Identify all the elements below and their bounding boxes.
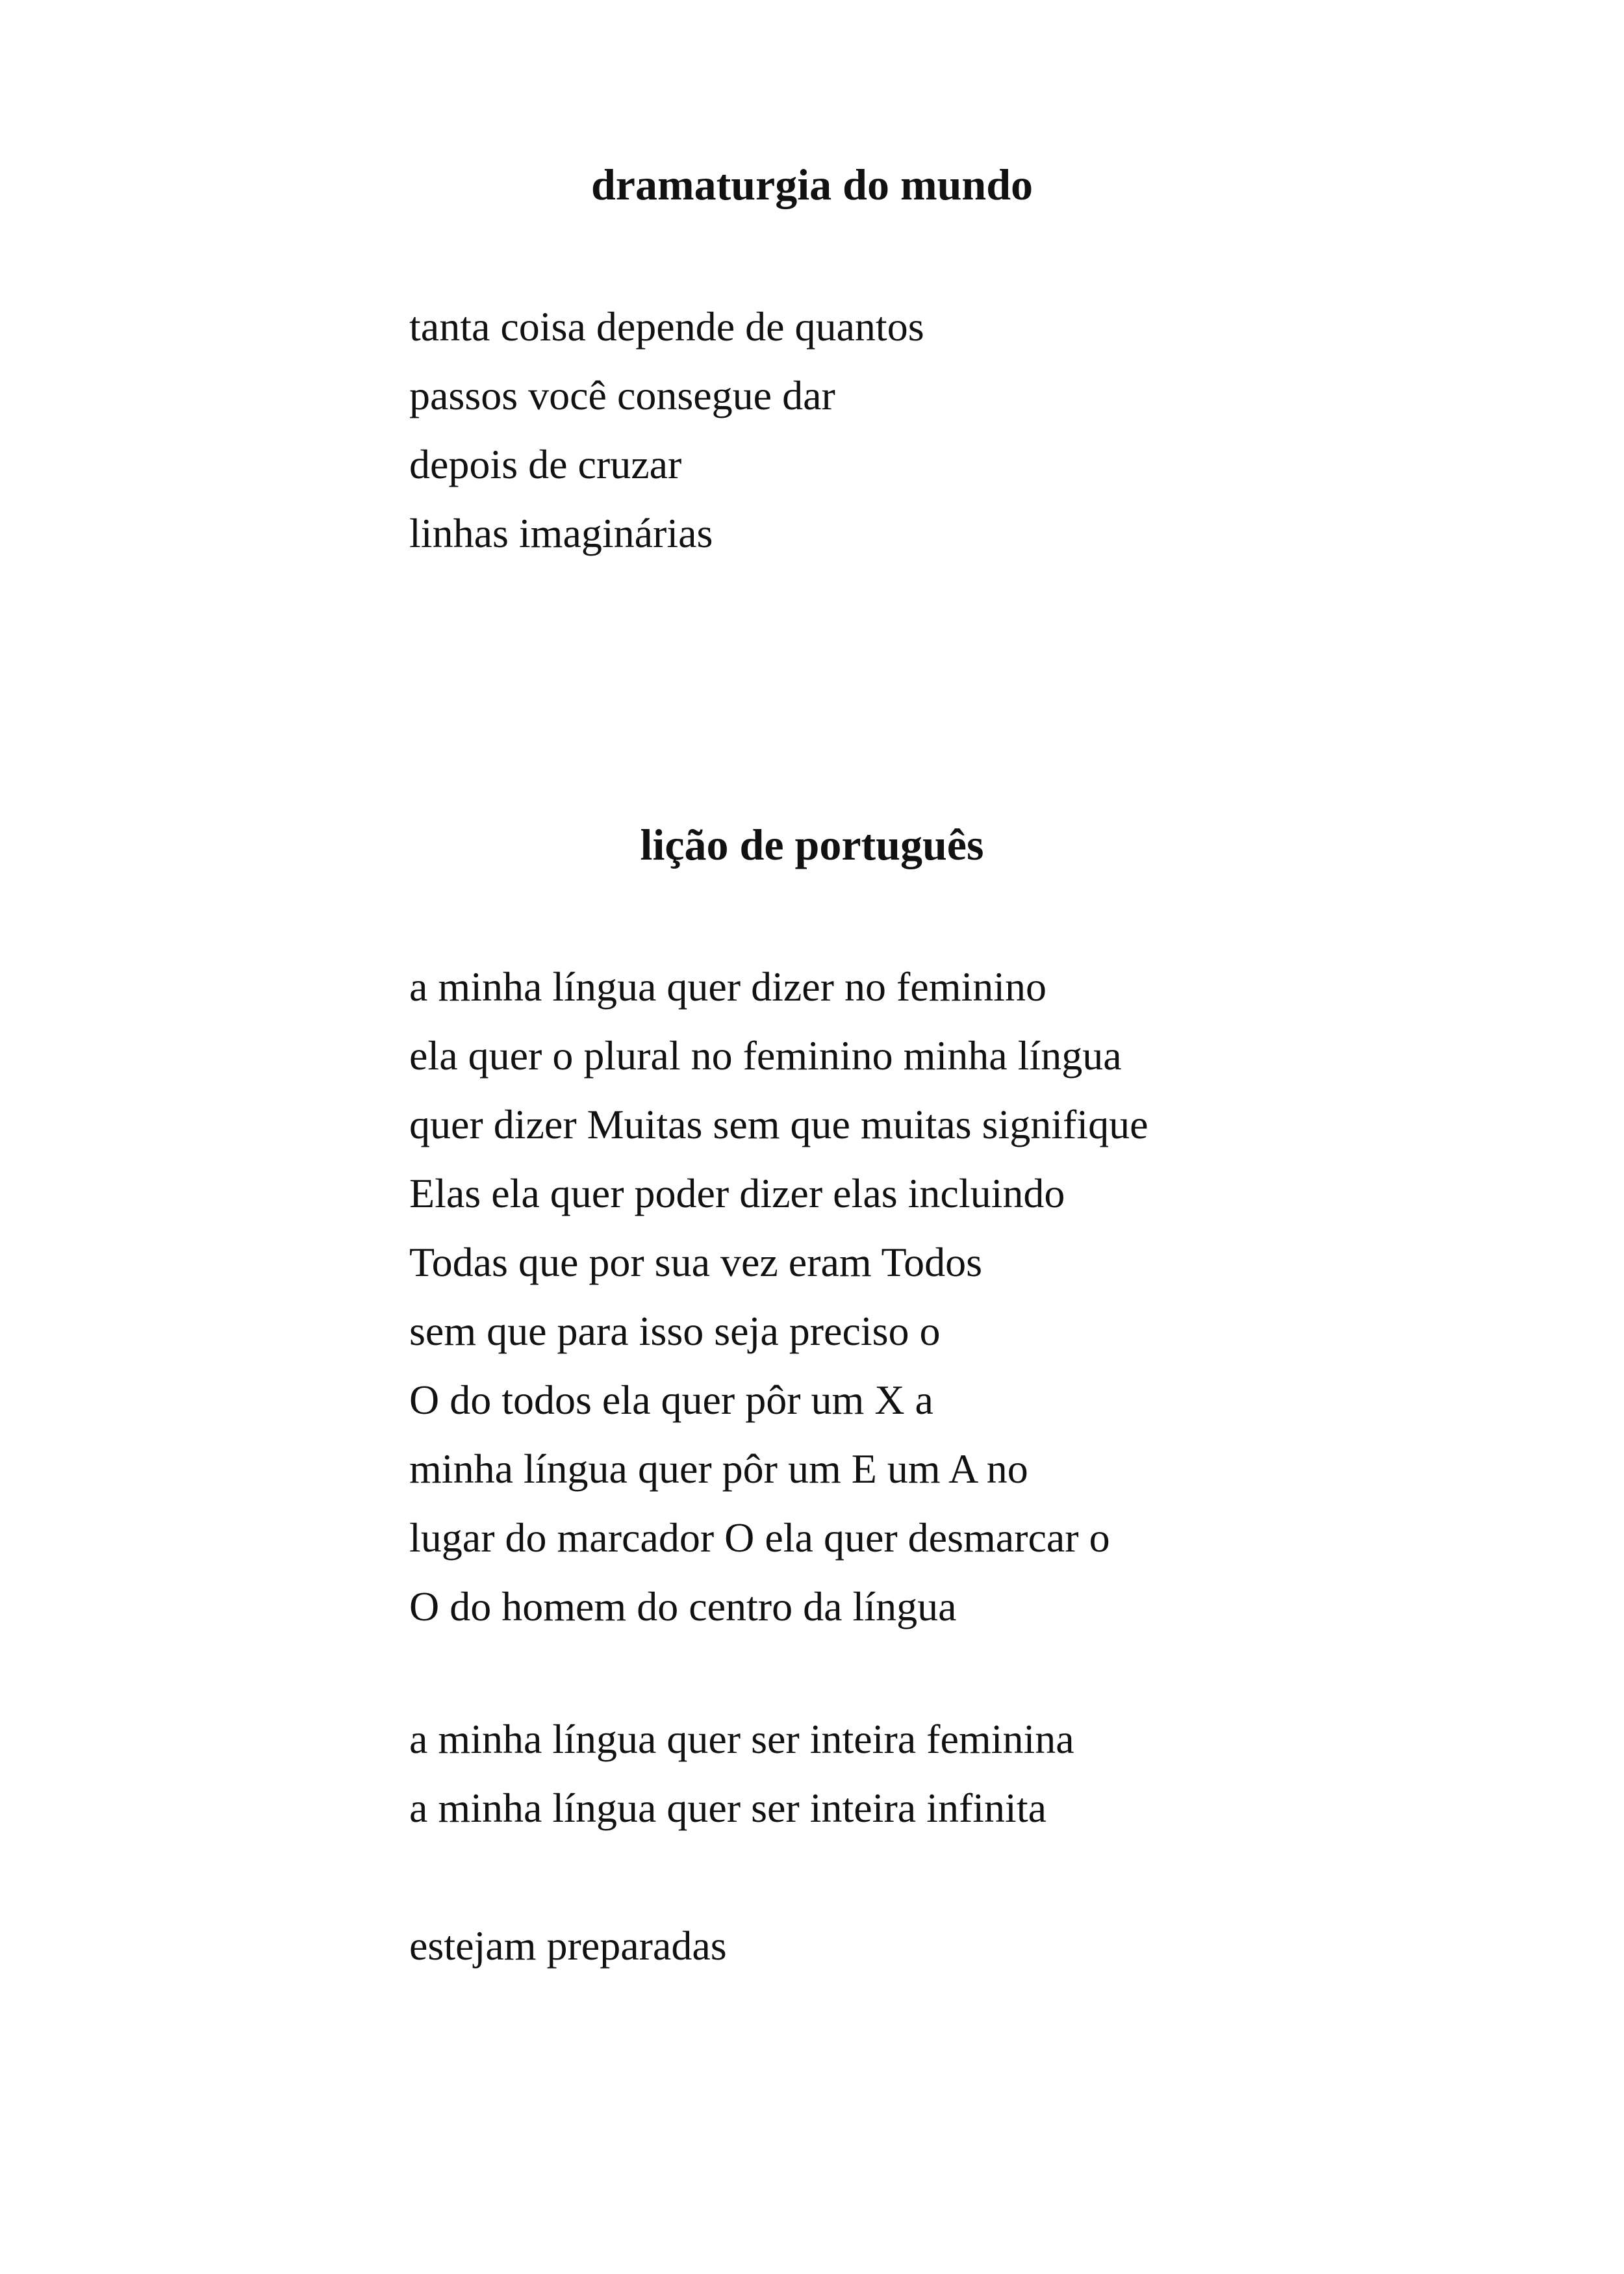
poem-line: Todas que por sua vez eram Todos [409, 1239, 983, 1285]
stanza [409, 1911, 727, 1980]
poem-line: linhas imaginárias [409, 510, 713, 556]
poem-title: lição de português [640, 820, 984, 869]
poem-line: sem que para isso seja preciso o [409, 1308, 941, 1354]
poem-line: minha língua quer pôr um E um A no [409, 1446, 1028, 1492]
poem-title: dramaturgia do mundo [590, 160, 1034, 209]
stanza [409, 1705, 1074, 1843]
poem-line: a minha língua quer ser inteira infinita [409, 1785, 1047, 1831]
poem-line: ela quer o plural no feminino minha língua [409, 1032, 1122, 1079]
poem-line: lugar do marcador O ela quer desmarcar o [409, 1514, 1110, 1561]
poem-line: depois de cruzar [409, 441, 682, 487]
poem-line: Elas ela quer poder dizer elas incluindo [409, 1170, 1065, 1216]
poem-line: estejam preparadas [409, 1923, 727, 1969]
poem-line: a minha língua quer dizer no feminino [409, 964, 1047, 1010]
poem-line: tanta coisa depende de quantos [409, 303, 924, 350]
stanza [409, 952, 1148, 1641]
stanza [409, 292, 924, 568]
poem-line: passos você consegue dar [409, 372, 835, 418]
poem-line: quer dizer Muitas sem que muitas signifique [409, 1101, 1148, 1147]
poem-line: O do todos ela quer pôr um X a [409, 1377, 933, 1423]
poem-line: O do homem do centro da língua [409, 1583, 957, 1629]
poem-line: a minha língua quer ser inteira feminina [409, 1716, 1074, 1762]
